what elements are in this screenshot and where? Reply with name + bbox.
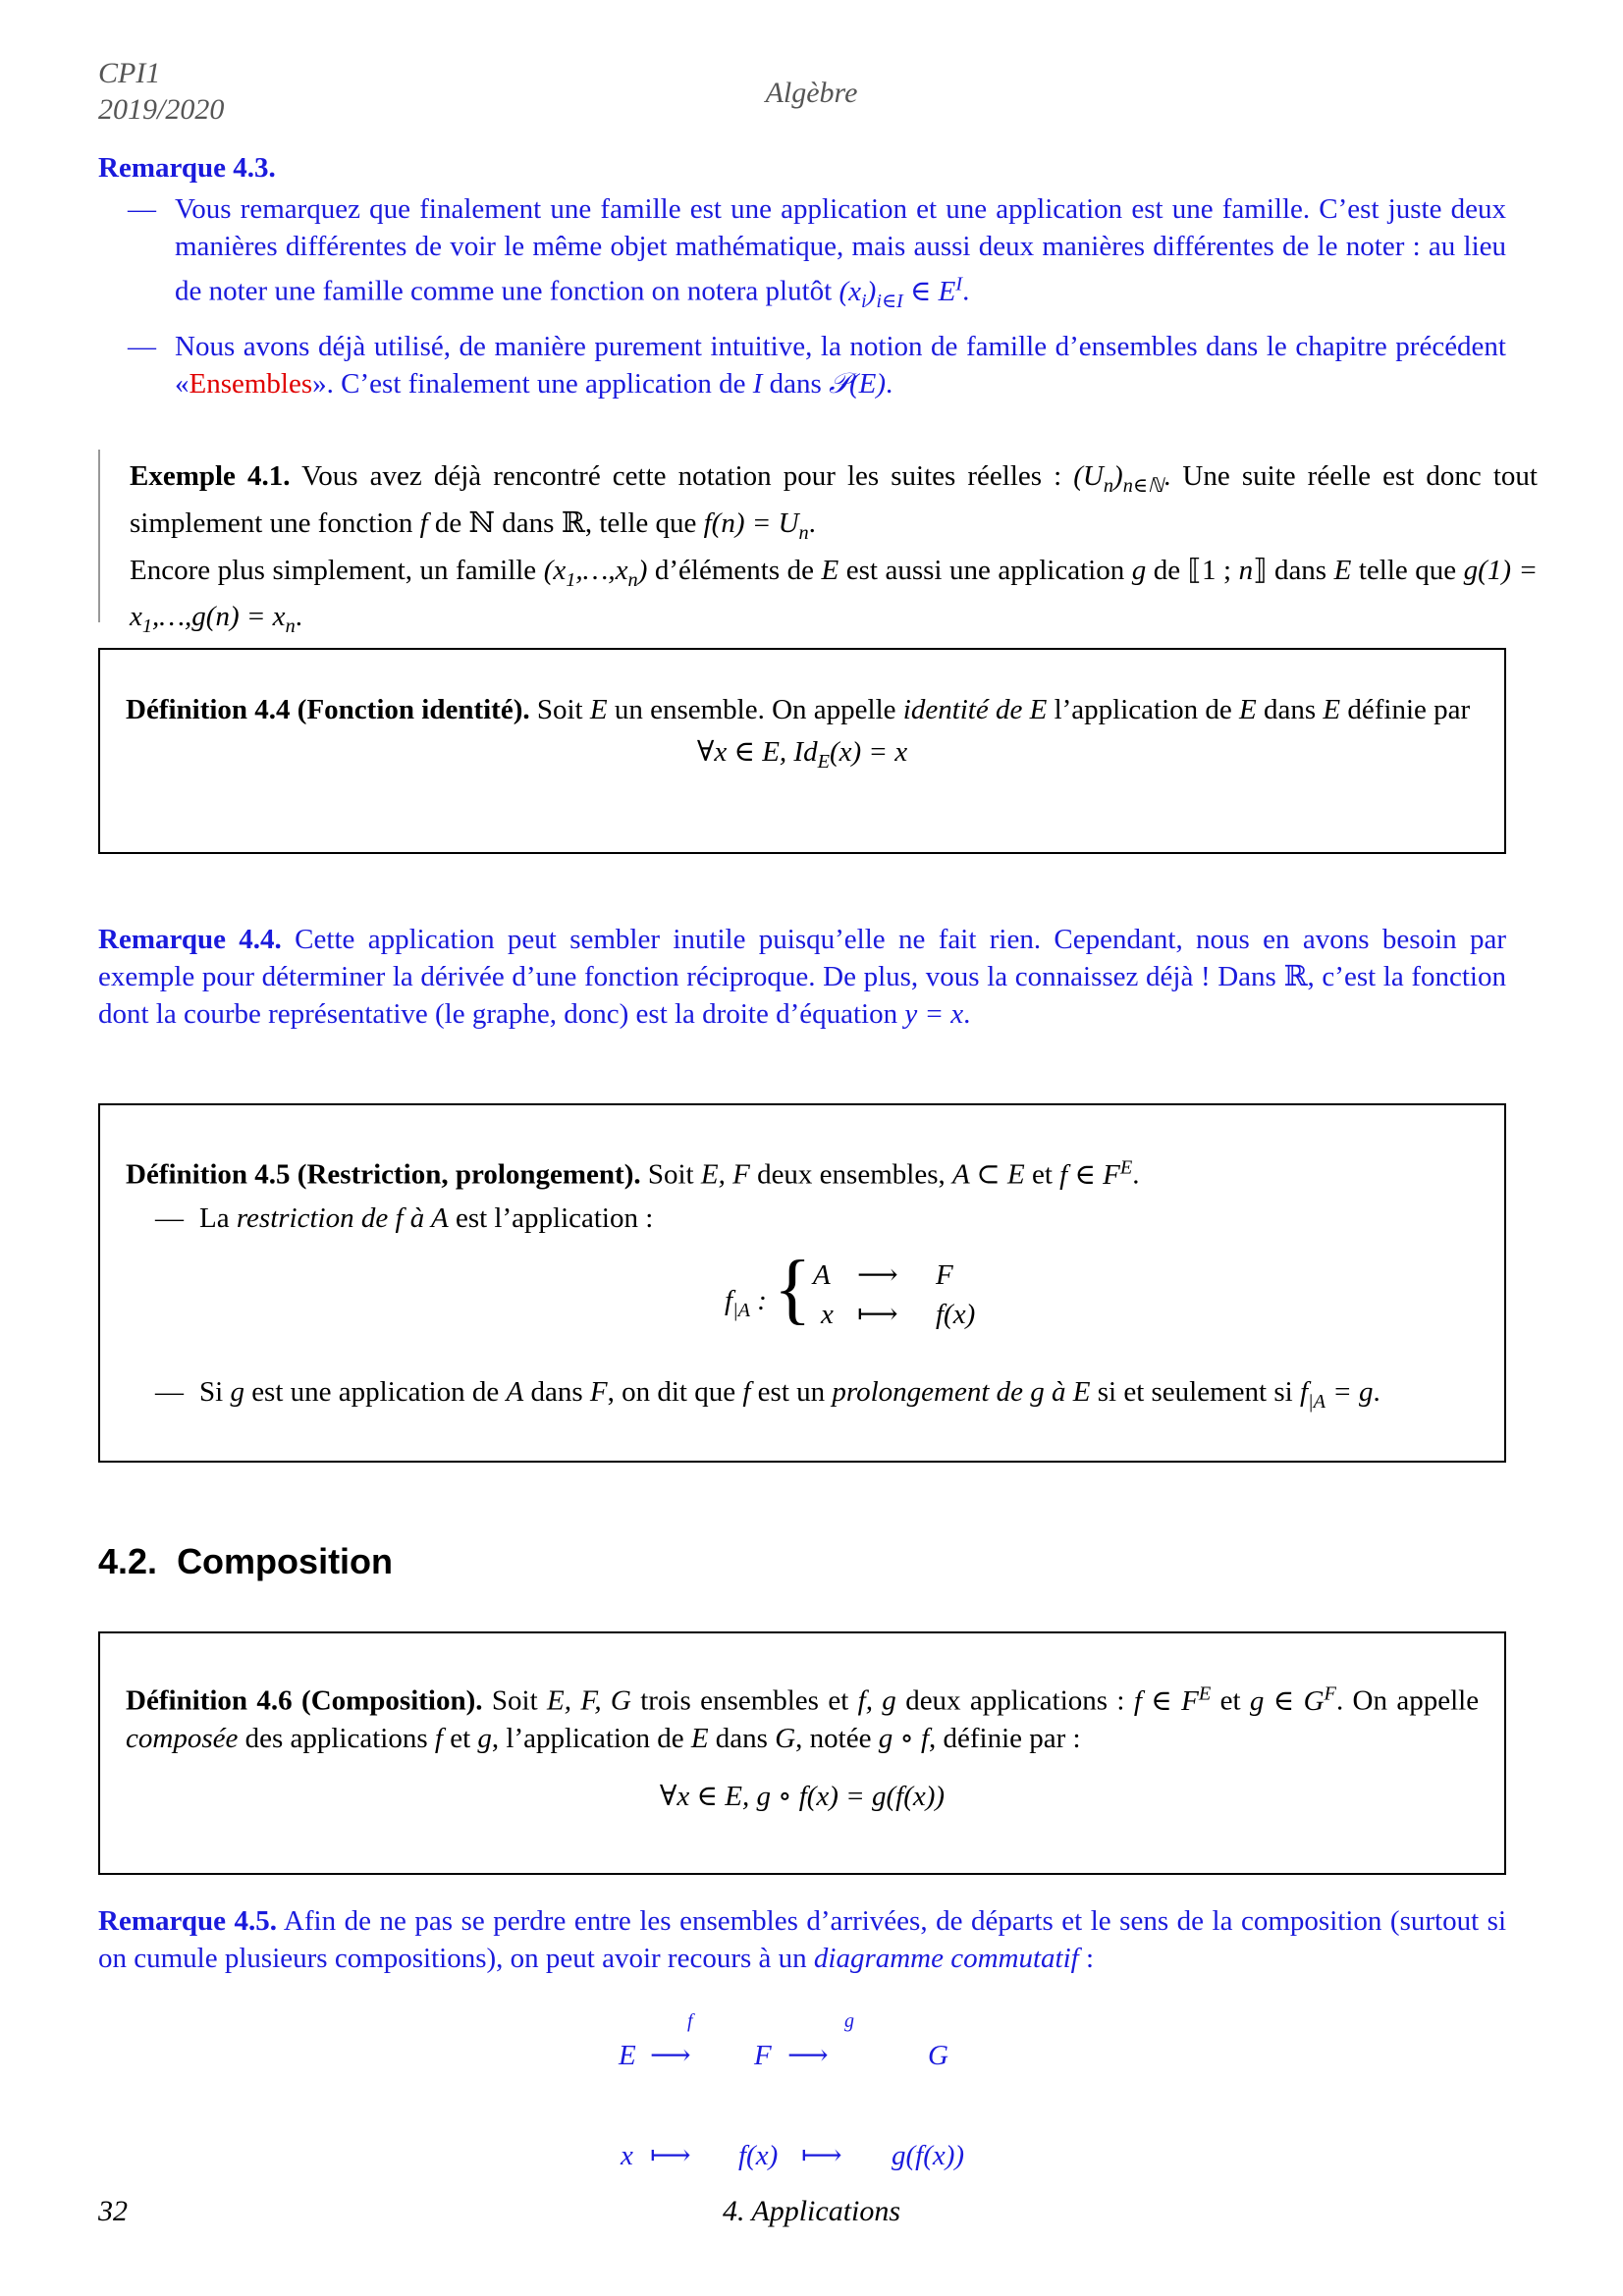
composition-formula: ∀x ∈ E, g ∘ f(x) = g(f(x)) — [659, 1780, 946, 1812]
list-item: — Vous remarquez que finalement une famille est une application et une application est une famille. C’est juste deux manières différentes de voir le même objet mathématique, mais aussi deux manières différentes de le noter : au lieu de noter une famille comme une fonction on notera plutôt $(x_i)_{i\in I}$ ∈ $E^I$. — [128, 193, 1506, 312]
header-subject: Algèbre — [765, 77, 858, 109]
list-item: — Si g est une application de A dans F, on dit que f est un prolongement de g à E si et seulement si $f_{|A} = g$. — [155, 1375, 1380, 1413]
example-title: Exemple 4.1. — [130, 460, 291, 492]
remark-list — [98, 190, 1506, 402]
definition-4-5: Définition 4.5 (Restriction, prolongement). Soit E, F deux ensembles, A ⊂ E et f ∈ $F^E$. — La restriction de f à A est l’application : $f_{|A}$ : { A ⟶ F x ⟼ f(x) — Si g est une application de A dans F, on dit que f est un prolongement de g à E si et seulement si $f_{|A} = g$. — [98, 1103, 1506, 1463]
remark-title: Remarque 4.4. — [98, 924, 282, 955]
restriction-formula: $f_{|A}$ : { A ⟶ F x ⟼ f(x) — [725, 1245, 976, 1332]
year-label: 2019/2020 — [98, 93, 225, 126]
chapter-label: 4. Applications — [722, 2195, 901, 2227]
section-number: 4.2. — [98, 1541, 158, 1581]
remark-title: Remarque 4.5. — [98, 1905, 277, 1937]
course-label: CPI1 — [98, 57, 161, 89]
remark-4-3 — [98, 149, 1506, 411]
remark-4-5: Remarque 4.5. Afin de ne pas se perdre entre les ensembles d’arrivées, de départs et le sens de la composition (surtout si on cumule plusieurs compositions), on peut avoir recours à un diagramme commutatif : — [98, 1905, 1506, 1974]
definition-list — [126, 1200, 1479, 1237]
link-ensembles[interactable]: Ensembles — [189, 368, 313, 400]
page-number: 32 — [98, 2195, 128, 2227]
identity-formula: ∀x ∈ E, $Id_E(x) = x$ — [696, 736, 908, 773]
definition-title: Définition 4.6 (Composition). — [126, 1684, 483, 1717]
definition-4-4: Définition 4.4 (Fonction identité). Soit E un ensemble. On appelle identité de E l’application de E dans E définie par ∀x ∈ E, $Id_E(x) = x$ — [98, 648, 1506, 854]
remark-4-4: Remarque 4.4. Cette application peut sembler inutile puisqu’elle ne fait rien. Cependant, nous en avons besoin par exemple pour déterminer la dérivée d’une fonction réciproque. De plus, vous la connaissez déjà ! Dans ℝ, c’est la fonction dont la courbe représentative (le graphe, donc) est la droite d’équation y = x. — [98, 924, 1507, 1030]
list-item: — La restriction de f à A est l’application : — [155, 1201, 654, 1234]
section-heading — [98, 1541, 1506, 1582]
commutative-diagram: E f ⟶ F g ⟶ G x ⟼ f(x) ⟼ g(f(x)) — [619, 2010, 965, 2171]
definition-title: Définition 4.4 (Fonction identité). — [126, 694, 530, 725]
definition-list — [126, 1373, 1479, 1420]
definition-4-6: Définition 4.6 (Composition). Soit E, F, G trois ensembles et f, g deux applications : f ∈ $F^E$ et g ∈ $G^F$. On appelle composée des applications f et g, l’application de E dans G, notée g ∘ f, définie par : ∀x ∈ E, g ∘ f(x) = g(f(x)) — [98, 1631, 1506, 1875]
example-4-1: Exemple 4.1. Vous avez déjà rencontré cette notation pour les suites réelles : $(U_n)_{n\in ℕ}$. Une suite réelle est donc tout simplement une fonction f de ℕ dans ℝ, telle que $f(n) = U_n$. Encore plus simplement, un famille $(x_1,\dots,x_n)$ d’éléments de E est aussi une application g de ⟦1 ; n⟧ dans E telle que $g(1) = x_1,\dots,g(n) = x_n$. — [98, 450, 1538, 622]
definition-title: Définition 4.5 (Restriction, prolongement). — [126, 1158, 641, 1191]
section-title: Composition — [177, 1541, 394, 1581]
remark-title: Remarque 4.3. — [98, 152, 276, 184]
list-item: — Nous avons déjà utilisé, de manière purement intuitive, la notion de famille d’ensembles dans le chapitre précédent «Ensembles». C’est finalement une application de I dans 𝒫(E). — [128, 331, 1506, 400]
